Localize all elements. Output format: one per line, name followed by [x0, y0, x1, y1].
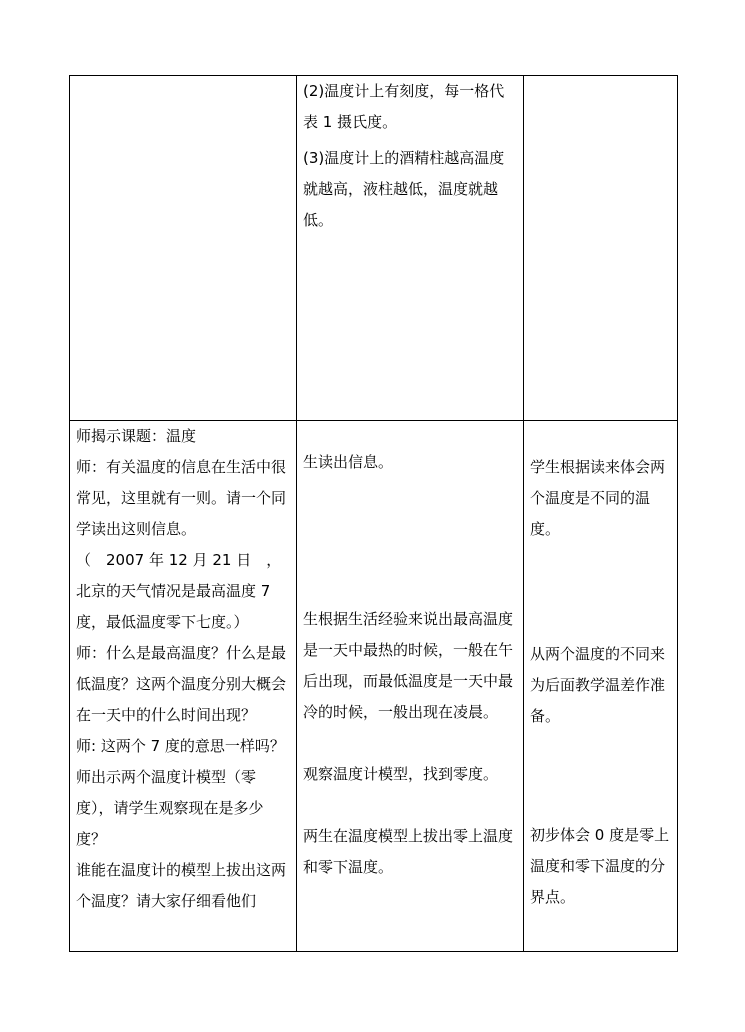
student-activity-cell: [297, 76, 524, 421]
lesson-plan-table: [69, 75, 678, 952]
student-set-temperatures: 两生在温度模型上拔出零上温度和零下温度。: [303, 827, 514, 876]
intent-zero-boundary: 初步体会 0 度是零上温度和零下温度的分界点。: [530, 826, 670, 906]
weather-info: （ 2007 年 12 月 21 日 ，北京的天气情况是最高温度 7 度，最低温度零下七度。）: [76, 551, 282, 631]
teacher-intro: 师：有关温度的信息在生活中很常见，这里就有一则。请一个同学读出这则信息。: [76, 458, 287, 538]
teacher-question-high-low: 师：什么是最高温度？什么是最低温度？这两个温度分别大概会在一天中的什么时间出现？: [76, 644, 287, 724]
intent-temp-difference: 从两个温度的不同来为后面教学温差作准备。: [530, 645, 666, 725]
student-explain-high-low: 生根据生活经验来说出最高温度是一天中最热的时候，一般在午后出现，而最低温度是一天中最冷的时候，一般出现在凌晨。: [303, 610, 514, 721]
student-read-info: 生读出信息。: [303, 453, 394, 471]
student-activity-cell: [297, 421, 524, 952]
lesson-topic: 师揭示课题：温度: [76, 427, 197, 445]
teacher-ask-set: 谁能在温度计的模型上拔出这两个温度？请大家仔细看他们: [76, 861, 287, 910]
student-find-zero: 观察温度计模型，找到零度。: [303, 765, 499, 783]
table-row: [70, 421, 678, 952]
intent-different-temps: 学生根据读来体会两个温度是不同的温度。: [530, 458, 666, 538]
thermometer-scale-note: (2)温度计上有刻度，每一格代表 1 摄氏度。: [303, 82, 505, 131]
teacher-activity-cell: [70, 76, 297, 421]
table-row: [70, 76, 678, 421]
teacher-activity-cell: [70, 421, 297, 952]
thermometer-column-note: (3)温度计上的酒精柱越高温度就越高，液柱越低，温度就越低。: [303, 149, 505, 229]
design-intent-cell: [524, 76, 678, 421]
teacher-show-model: 师出示两个温度计模型（零度），请学生观察现在是多少度？: [76, 768, 264, 848]
teacher-question-seven: 师: 这两个 7 度的意思一样吗？: [76, 737, 285, 755]
design-intent-cell: [524, 421, 678, 952]
